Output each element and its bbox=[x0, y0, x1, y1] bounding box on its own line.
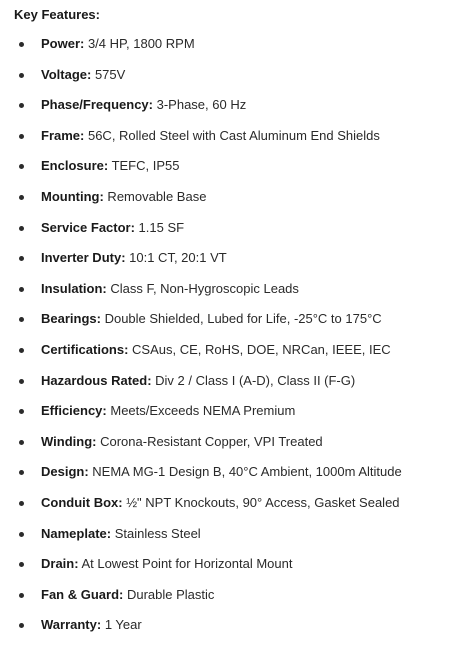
bullet-icon bbox=[19, 226, 24, 231]
feature-label: Winding: bbox=[41, 433, 97, 449]
feature-text bbox=[41, 555, 292, 573]
feature-value: 3/4 HP, 1800 RPM bbox=[84, 36, 195, 51]
feature-text bbox=[41, 249, 227, 267]
feature-value: Stainless Steel bbox=[111, 525, 201, 541]
feature-label: Inverter Duty: bbox=[41, 250, 126, 266]
feature-item-phase-frequency bbox=[0, 96, 460, 127]
feature-label: Conduit Box: bbox=[41, 494, 123, 510]
feature-item-insulation bbox=[0, 280, 460, 311]
feature-value: ½" NPT Knockouts, 90° Access, Gasket Sealed bbox=[122, 494, 400, 510]
feature-item-winding bbox=[0, 433, 460, 464]
feature-label: Voltage: bbox=[41, 66, 92, 82]
feature-label: Fan & Guard: bbox=[41, 586, 124, 602]
bullet-icon bbox=[19, 348, 24, 353]
feature-label: Frame: bbox=[41, 127, 85, 143]
feature-item-mounting bbox=[0, 188, 460, 219]
feature-text bbox=[41, 341, 391, 359]
feature-value: Meets/Exceeds NEMA Premium bbox=[106, 403, 296, 419]
bullet-icon bbox=[19, 409, 24, 414]
feature-item-voltage bbox=[0, 66, 460, 97]
bullet-icon bbox=[19, 623, 24, 628]
bullet-icon bbox=[19, 103, 24, 108]
bullet-icon bbox=[19, 501, 24, 506]
bullet-icon bbox=[19, 470, 24, 475]
feature-item-warranty bbox=[0, 616, 460, 647]
feature-label: Warranty: bbox=[41, 617, 102, 633]
section-heading: Key Features: bbox=[14, 7, 100, 22]
feature-value: Durable Plastic bbox=[123, 586, 215, 602]
feature-item-inverter-duty bbox=[0, 249, 460, 280]
bullet-icon bbox=[19, 379, 24, 384]
feature-label: Insulation: bbox=[41, 280, 107, 296]
feature-item-bearings bbox=[0, 310, 460, 341]
feature-label: Enclosure: bbox=[41, 158, 109, 174]
bullet-icon bbox=[19, 256, 24, 261]
bullet-icon bbox=[19, 532, 24, 537]
feature-item-fan-guard bbox=[0, 586, 460, 617]
bullet-icon bbox=[19, 134, 24, 139]
feature-text bbox=[41, 157, 179, 175]
feature-text bbox=[41, 188, 206, 206]
feature-item-nameplate bbox=[0, 525, 460, 556]
feature-item-hazardous-rated bbox=[0, 372, 460, 403]
feature-item-enclosure bbox=[0, 157, 460, 188]
feature-value: CSAus, CE, RoHS, DOE, NRCan, IEEE, IEC bbox=[128, 341, 391, 357]
feature-label: Hazardous Rated: bbox=[41, 372, 152, 388]
feature-text bbox=[41, 66, 125, 84]
feature-value: TEFC, IP55 bbox=[108, 158, 180, 174]
feature-label: Service Factor: bbox=[41, 219, 135, 235]
feature-label: Efficiency: bbox=[41, 403, 107, 419]
feature-value: 3-Phase, 60 Hz bbox=[153, 97, 247, 113]
feature-label: Drain: bbox=[41, 556, 79, 572]
bullet-icon bbox=[19, 195, 24, 200]
feature-text bbox=[41, 433, 323, 451]
feature-text bbox=[41, 127, 380, 145]
feature-label: Bearings: bbox=[41, 311, 101, 327]
feature-item-conduit-box bbox=[0, 494, 460, 525]
feature-item-service-factor bbox=[0, 219, 460, 250]
feature-value: At Lowest Point for Horizontal Mount bbox=[78, 556, 293, 572]
bullet-icon bbox=[19, 42, 24, 47]
feature-value: 10:1 CT, 20:1 VT bbox=[125, 250, 227, 266]
bullet-icon bbox=[19, 73, 24, 78]
feature-label: Power: bbox=[41, 36, 85, 51]
bullet-icon bbox=[19, 562, 24, 567]
feature-value: 56C, Rolled Steel with Cast Aluminum End Shields bbox=[84, 127, 380, 143]
feature-value: NEMA MG-1 Design B, 40°C Ambient, 1000m Altitude bbox=[88, 464, 402, 480]
feature-item-efficiency bbox=[0, 402, 460, 433]
bullet-icon bbox=[19, 317, 24, 322]
feature-label: Phase/Frequency: bbox=[41, 97, 153, 113]
feature-text bbox=[41, 586, 214, 604]
feature-item-frame bbox=[0, 127, 460, 158]
feature-value: Double Shielded, Lubed for Life, -25°C to 175°C bbox=[100, 311, 382, 327]
feature-text bbox=[41, 494, 400, 512]
feature-text bbox=[41, 96, 246, 114]
feature-item-drain bbox=[0, 555, 460, 586]
feature-item-power bbox=[0, 35, 460, 66]
feature-value: 575V bbox=[91, 66, 126, 82]
feature-label: Certifications: bbox=[41, 341, 129, 357]
feature-text bbox=[41, 525, 201, 543]
bullet-icon bbox=[19, 287, 24, 292]
feature-value: Removable Base bbox=[103, 188, 207, 204]
feature-text bbox=[41, 310, 382, 328]
feature-text bbox=[41, 372, 355, 390]
bullet-icon bbox=[19, 593, 24, 598]
feature-value: Corona-Resistant Copper, VPI Treated bbox=[96, 433, 323, 449]
feature-value: 1 Year bbox=[101, 617, 142, 633]
feature-text bbox=[41, 402, 295, 420]
feature-text bbox=[41, 616, 142, 634]
bullet-icon bbox=[19, 440, 24, 445]
feature-label: Mounting: bbox=[41, 188, 104, 204]
feature-text bbox=[41, 219, 184, 237]
feature-value: 1.15 SF bbox=[134, 219, 185, 235]
bullet-icon bbox=[19, 164, 24, 169]
feature-item-design bbox=[0, 463, 460, 494]
feature-list bbox=[0, 35, 460, 647]
feature-text bbox=[41, 463, 402, 481]
feature-text bbox=[41, 35, 195, 53]
feature-item-certifications bbox=[0, 341, 460, 372]
feature-label: Nameplate: bbox=[41, 525, 112, 541]
feature-value: Div 2 / Class I (A-D), Class II (F-G) bbox=[151, 372, 356, 388]
feature-value: Class F, Non-Hygroscopic Leads bbox=[106, 280, 299, 296]
feature-label: Design: bbox=[41, 464, 89, 480]
feature-text bbox=[41, 280, 299, 298]
